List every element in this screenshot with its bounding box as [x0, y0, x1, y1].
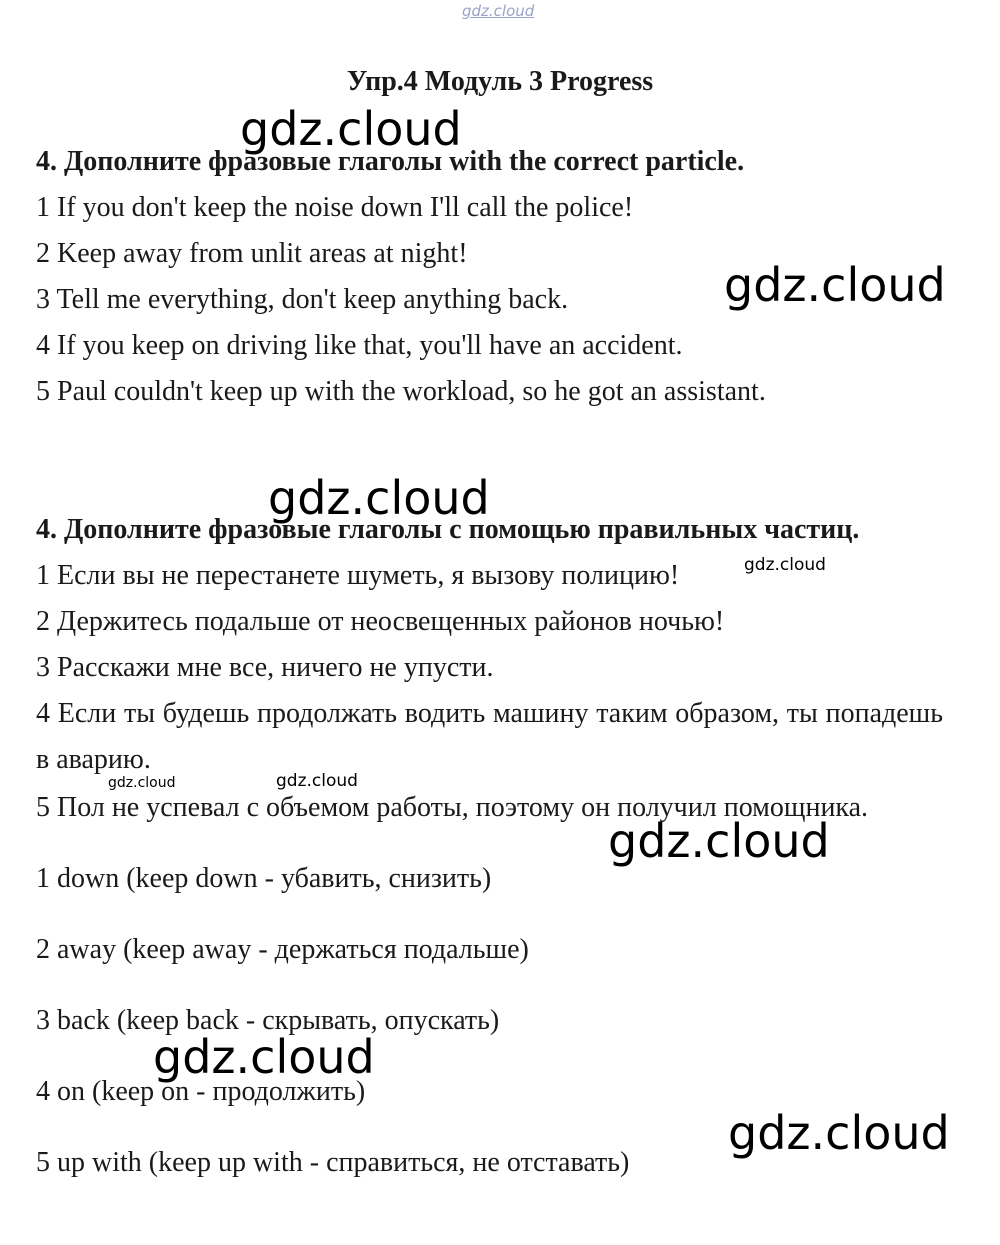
english-item-2: 2 Keep away from unlit areas at night!: [36, 238, 468, 269]
watermark: gdz.cloud: [744, 555, 826, 575]
watermark: gdz.cloud: [728, 1106, 950, 1160]
russian-item-4: 4 Если ты будешь продолжать водить машину таким образом, ты попадешь в аварию.: [36, 698, 943, 775]
russian-item-5: 5 Пол не успевал с объемом работы, поэтому он получил помощника.: [36, 792, 869, 823]
english-item-5: 5 Paul couldn't keep up with the workload, so he got an assistant.: [36, 376, 766, 407]
english-item-1: 1 If you don't keep the noise down I'll call the police!: [36, 192, 634, 223]
watermark: gdz.cloud: [240, 102, 462, 156]
russian-item-1: 1 Если вы не перестанете шуметь, я вызову полицию!: [36, 560, 680, 591]
watermark: gdz.cloud: [276, 771, 358, 791]
watermark-top: gdz.cloud: [462, 2, 535, 20]
answer-1: 1 down (keep down - убавить, снизить): [36, 863, 492, 894]
answer-4: 4 on (keep on - продолжить): [36, 1076, 366, 1107]
russian-item-3: 3 Расскажи мне все, ничего не упусти.: [36, 652, 494, 683]
russian-item-2: 2 Держитесь подальше от неосвещенных районов ночью!: [36, 606, 725, 637]
watermark: gdz.cloud: [724, 258, 946, 312]
answer-3: 3 back (keep back - скрывать, опускать): [36, 1005, 500, 1036]
watermark: gdz.cloud: [153, 1030, 375, 1084]
watermark: gdz.cloud: [608, 814, 830, 868]
page-title: Упр.4 Модуль 3 Progress: [346, 66, 654, 97]
russian-heading: 4. Дополните фразовые глаголы с помощью правильных частиц.: [36, 514, 860, 545]
english-item-3: 3 Tell me everything, don't keep anything back.: [36, 284, 569, 315]
answer-2: 2 away (keep away - держаться подальше): [36, 934, 529, 965]
watermark: gdz.cloud: [108, 775, 176, 791]
answer-5: 5 up with (keep up with - справиться, не отставать): [36, 1147, 630, 1178]
english-heading: 4. Дополните фразовые глаголы with the correct particle.: [36, 146, 745, 177]
watermark: gdz.cloud: [268, 471, 490, 525]
english-item-4: 4 If you keep on driving like that, you'll have an accident.: [36, 330, 683, 361]
